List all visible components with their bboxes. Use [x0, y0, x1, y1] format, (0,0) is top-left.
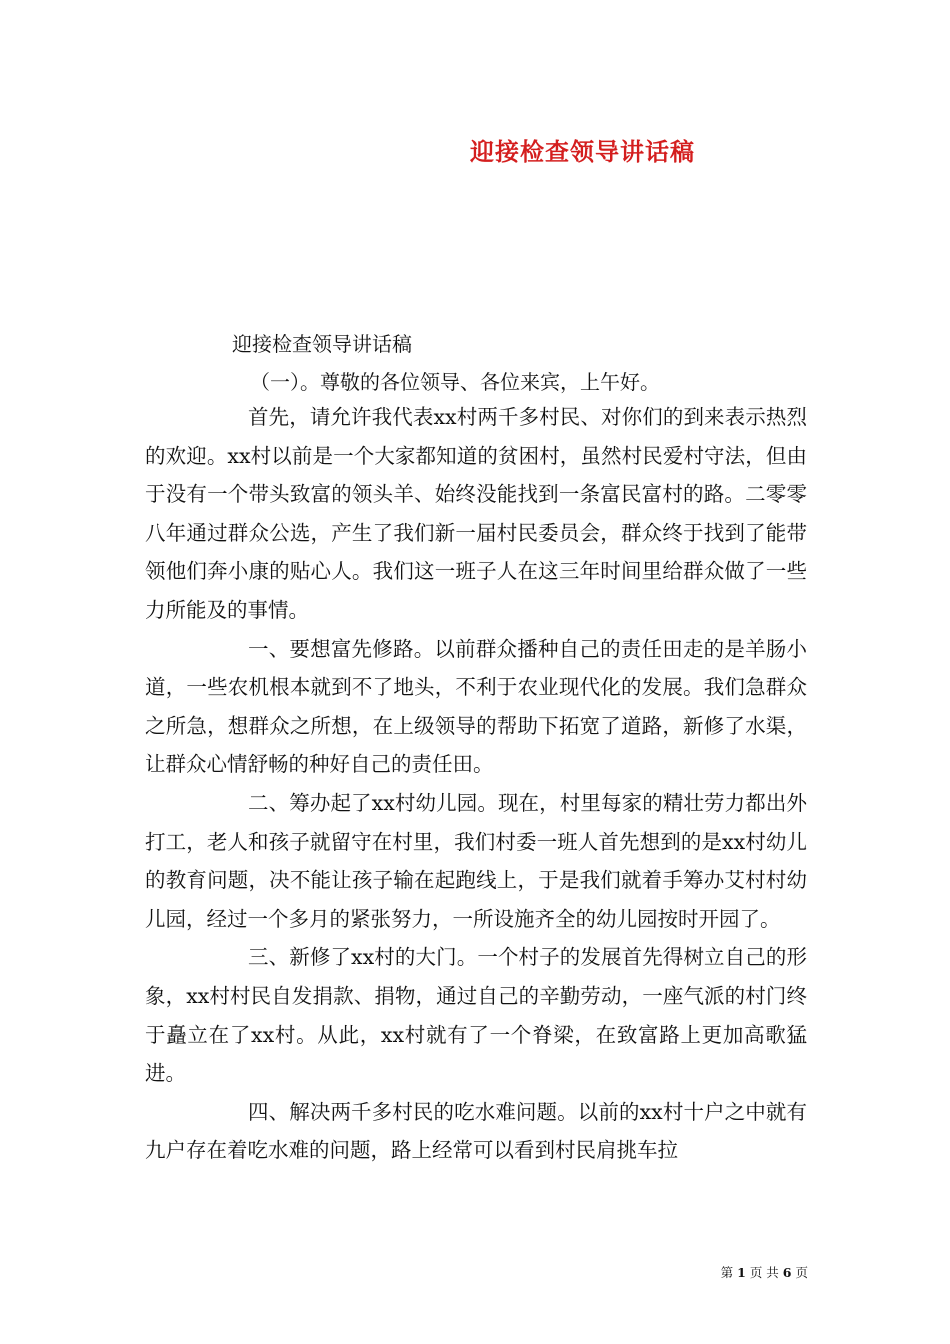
document-title: 迎接检查领导讲话稿 — [470, 137, 695, 166]
paragraph-village-gate: 三、新修了xx村的大门。一个村子的发展首先得树立自己的形象，xx村村民自发捐款、捐物，通过自己的辛勤劳动，一座气派的村门终于矗立在了xx村。从此，xx村就有了一个脊梁，在致富路上更加高歌猛进。 — [145, 945, 807, 1086]
footer-total-pages: 6 — [782, 1265, 792, 1280]
footer-suffix: 页 — [795, 1265, 808, 1280]
greeting-line: （一）。尊敬的各位领导、各位来宾，上午好。 — [250, 370, 660, 394]
footer-mid: 页 共 — [749, 1265, 779, 1280]
paragraph-roads: 一、要想富先修路。以前群众播种自己的责任田走的是羊肠小道，一些农机根本就到不了地头，不利于农业现代化的发展。我们急群众之所急，想群众之所想，在上级领导的帮助下拓宽了道路，新修了水渠，让群众心情舒畅的种好自己的责任田。 — [145, 636, 807, 777]
paragraph-kindergarten: 二、筹办起了xx村幼儿园。现在，村里每家的精壮劳力都出外打工，老人和孩子就留守在村里，我们村委一班人首先想到的是xx村幼儿的教育问题，决不能让孩子输在起跑线上，于是我们就着手筹办艾村村幼儿园，经过一个多月的紧张努力，一所设施齐全的幼儿园按时开园了。 — [145, 790, 807, 931]
footer-prefix: 第 — [720, 1265, 734, 1280]
paragraph-drinking-water: 四、解决两千多村民的吃水难问题。以前的xx村十户之中就有九户存在着吃水难的问题，路上经常可以看到村民肩挑车拉 — [145, 1099, 807, 1163]
footer-current-page: 1 — [737, 1265, 746, 1280]
body-text — [145, 398, 807, 1170]
document-subtitle: 迎接检查领导讲话稿 — [232, 332, 412, 356]
paragraph-intro: 首先，请允许我代表xx村两千多村民、对你们的到来表示热烈的欢迎。xx村以前是一个大家都知道的贫困村，虽然村民爱村守法，但由于没有一个带头致富的领头羊、始终没能找到一条富民富村的路。二零零八年通过群众公选，产生了我们新一届村民委员会，群众终于找到了能带领他们奔小康的贴心人。我们这一班子人在这三年时间里给群众做了一些力所能及的事情。 — [145, 405, 807, 622]
page-footer — [0, 1263, 808, 1281]
